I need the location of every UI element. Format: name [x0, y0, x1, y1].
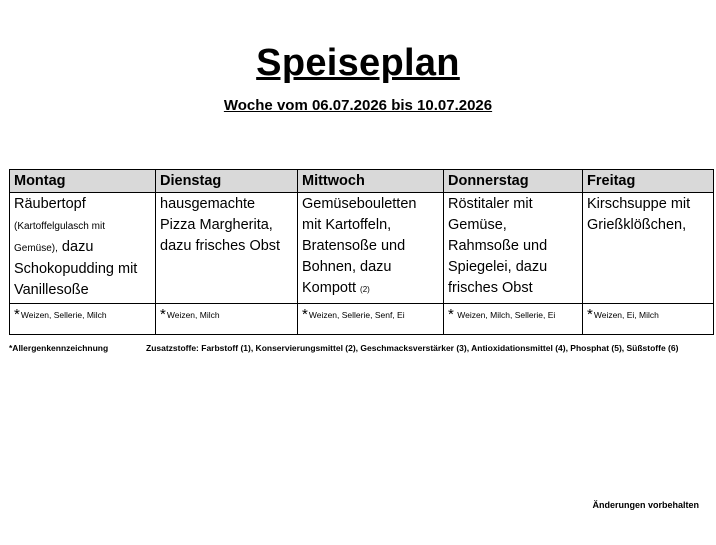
dish-main: Räubertopf — [14, 196, 86, 212]
allergen-row — [10, 304, 714, 335]
dish-subtext: (Kartoffelgulasch mit Gemüse), — [14, 221, 105, 254]
dish-cell-donnerstag — [444, 193, 583, 304]
allergen-list: Weizen, Ei, Milch — [593, 310, 659, 320]
allergen-list: Weizen, Milch — [166, 310, 220, 320]
dish-main: Kirschsuppe mit Grießklößchen, — [587, 196, 691, 233]
allergen-star: * — [587, 306, 593, 323]
allergen-star: * — [160, 306, 166, 323]
footer-note: Änderungen vorbehalten — [592, 500, 699, 510]
additives-legend: Zusatzstoffe: Farbstoff (1), Konservierungsmittel (2), Geschmacksverstärker (3), Antioxidationsmittel (4), Phosphat (5), Süßstoffe (6) — [146, 343, 679, 353]
dish-cell-montag — [10, 193, 156, 304]
dish-main: Röstitaler mit Gemüse, Rahmsoße und Spiegelei, dazu frisches Obst — [448, 196, 548, 296]
allergen-cell-dienstag — [156, 304, 298, 335]
allergen-cell-mittwoch — [298, 304, 444, 335]
dish-row — [10, 193, 714, 304]
day-header-dienstag: Dienstag — [156, 170, 298, 193]
allergen-star: * — [448, 306, 454, 323]
allergen-cell-freitag — [583, 304, 714, 335]
day-header-donnerstag: Donnerstag — [444, 170, 583, 193]
menu-table — [9, 169, 714, 335]
day-header-montag: Montag — [10, 170, 156, 193]
allergen-legend-label: *Allergenkennzeichnung — [9, 343, 109, 353]
day-header-freitag: Freitag — [583, 170, 714, 193]
allergen-list: Weizen, Sellerie, Milch — [20, 310, 107, 320]
allergen-cell-montag — [10, 304, 156, 335]
dish-rest: dazu Schokopudding mit Vanillesoße — [14, 239, 138, 298]
allergen-list: Weizen, Sellerie, Senf, Ei — [308, 310, 405, 320]
dish-main: Gemüsebouletten mit Kartoffeln, Bratensoße und Bohnen, dazu Kompott — [302, 196, 417, 296]
dish-cell-freitag — [583, 193, 714, 304]
day-header-mittwoch: Mittwoch — [298, 170, 444, 193]
week-subtitle: Woche vom 06.07.2026 bis 10.07.2026 — [223, 97, 493, 114]
page-title: Speiseplan — [256, 42, 460, 84]
allergen-star: * — [302, 306, 308, 323]
additive-note: (2) — [360, 285, 370, 294]
allergen-star: * — [14, 306, 20, 323]
legend — [9, 343, 713, 353]
dish-cell-dienstag — [156, 193, 298, 304]
dish-cell-mittwoch — [298, 193, 444, 304]
header-row — [10, 170, 714, 193]
allergen-list: Weizen, Milch, Sellerie, Ei — [457, 310, 556, 320]
allergen-cell-donnerstag — [444, 304, 583, 335]
dish-main: hausgemachte Pizza Margherita, dazu frisches Obst — [160, 196, 281, 254]
